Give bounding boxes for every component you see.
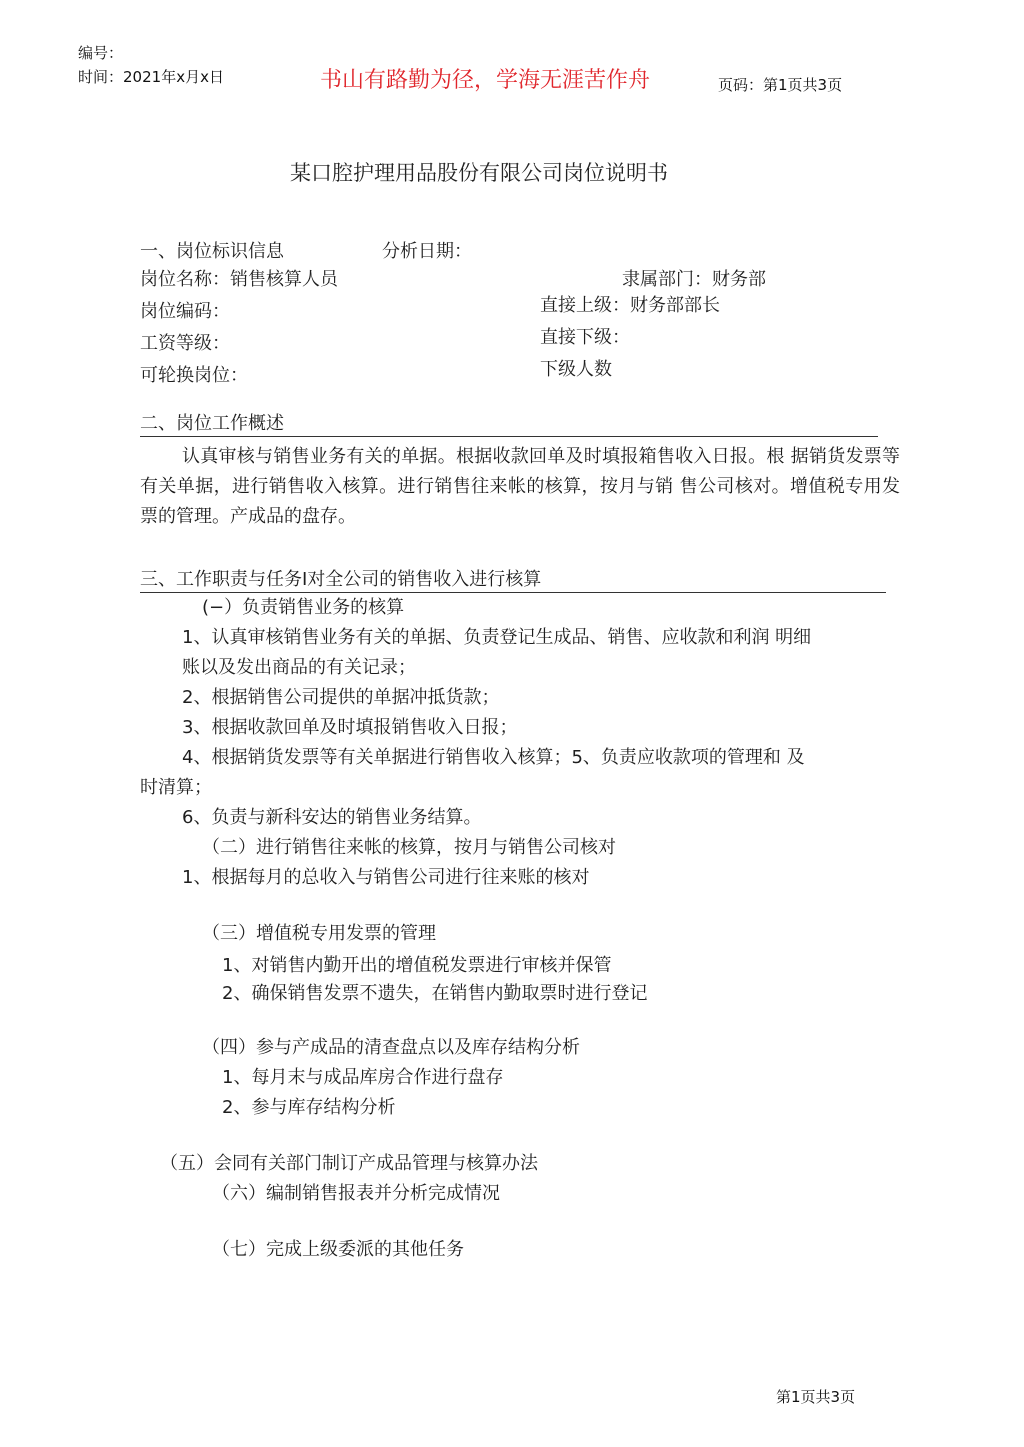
section3-heading [140, 568, 886, 593]
time-line [78, 68, 224, 86]
doc-title: 某口腔护理用品股份有限公司岗位说明书 [290, 161, 668, 185]
motto: 书山有路勤为径，学海无涯苦作舟 [320, 68, 651, 93]
section2-paragraph: 认真审核与销售业务有关的单据。根据收款回单及时填报箱售收入日报。根 据销货发票等有关单据，进行销售收入核算。进行销售往来帐的核算，按月与销 售公司核对。增值税专用发票的管理。产成品的盘存。 [140, 446, 900, 527]
sub1-item1: 1、认真审核销售业务有关的单据、负责登记生成品、销售、应收款和利润 明细 [182, 627, 812, 648]
sub5-title: （五）会同有关部门制订产成品管理与核算办法 [160, 1153, 538, 1174]
sub1-title: (−）负责销售业务的核算 [202, 597, 405, 618]
sub4-title: （四）参与产成品的清查盘点以及库存结构分析 [202, 1037, 580, 1058]
sub1-item1-cont: 账以及发出商品的有关记录； [182, 657, 416, 678]
sub4-item1: 1、每月末与成品库房合作进行盘存 [222, 1067, 504, 1088]
salary-grade: 工资等级： [140, 333, 230, 354]
sub3-item2: 2、确保销售发票不遗失，在销售内勤取票时进行登记 [222, 983, 648, 1004]
section1-heading: 一、岗位标识信息 [140, 241, 284, 262]
section2-heading-text: 二、岗位工作概述 [140, 413, 284, 434]
footer-page-number: 第1页共3页 [776, 1388, 856, 1406]
section2-heading [140, 412, 878, 437]
sub1-item3: 3、根据收款回单及时填报销售收入日报； [182, 717, 518, 738]
position-code: 岗位编码： [140, 301, 230, 322]
sub7-title: （七）完成上级委派的其他任务 [212, 1239, 464, 1260]
subordinate-count: 下级人数 [540, 359, 612, 380]
time-label: 时间： [78, 68, 124, 86]
sub2-title: （二）进行销售往来帐的核算，按月与销售公司核对 [202, 837, 616, 858]
section3-heading-text: 三、工作职责与任务I对全公司的销售收入进行核算 [140, 569, 542, 590]
sub1-item2: 2、根据销售公司提供的单据冲抵货款； [182, 687, 500, 708]
sub1-item4: 4、根据销货发票等有关单据进行销售收入核算；5、负责应收款项的管理和 及 [182, 747, 805, 768]
sub1-item4-cont: 时清算； [140, 777, 212, 798]
serial-label: 编号： [78, 44, 124, 62]
sub3-title: （三）增值税专用发票的管理 [202, 923, 436, 944]
position-name: 岗位名称：销售核算人员 [140, 269, 338, 290]
sub4-item2: 2、参与库存结构分析 [222, 1097, 396, 1118]
sub1-item6: 6、负责与新科安达的销售业务结算。 [182, 807, 482, 828]
direct-superior: 直接上级：财务部部长 [540, 295, 720, 316]
time-value: 2021年x月x日 [123, 68, 224, 86]
analysis-date: 分析日期： [382, 241, 472, 262]
sub3-item1: 1、对销售内勤开出的增值税发票进行审核并保管 [222, 955, 612, 976]
sub6-title: （六）编制销售报表并分析完成情况 [212, 1183, 500, 1204]
page-label: 页码： [718, 76, 764, 94]
direct-subordinate: 直接下级： [540, 327, 630, 348]
sub2-item1: 1、根据每月的总收入与销售公司进行往来账的核对 [182, 867, 590, 888]
department: 隶属部门：财务部 [622, 269, 766, 290]
rotation-positions: 可轮换岗位： [140, 365, 248, 386]
page-value: 第1页共3页 [763, 76, 843, 94]
page-indicator [718, 76, 842, 94]
